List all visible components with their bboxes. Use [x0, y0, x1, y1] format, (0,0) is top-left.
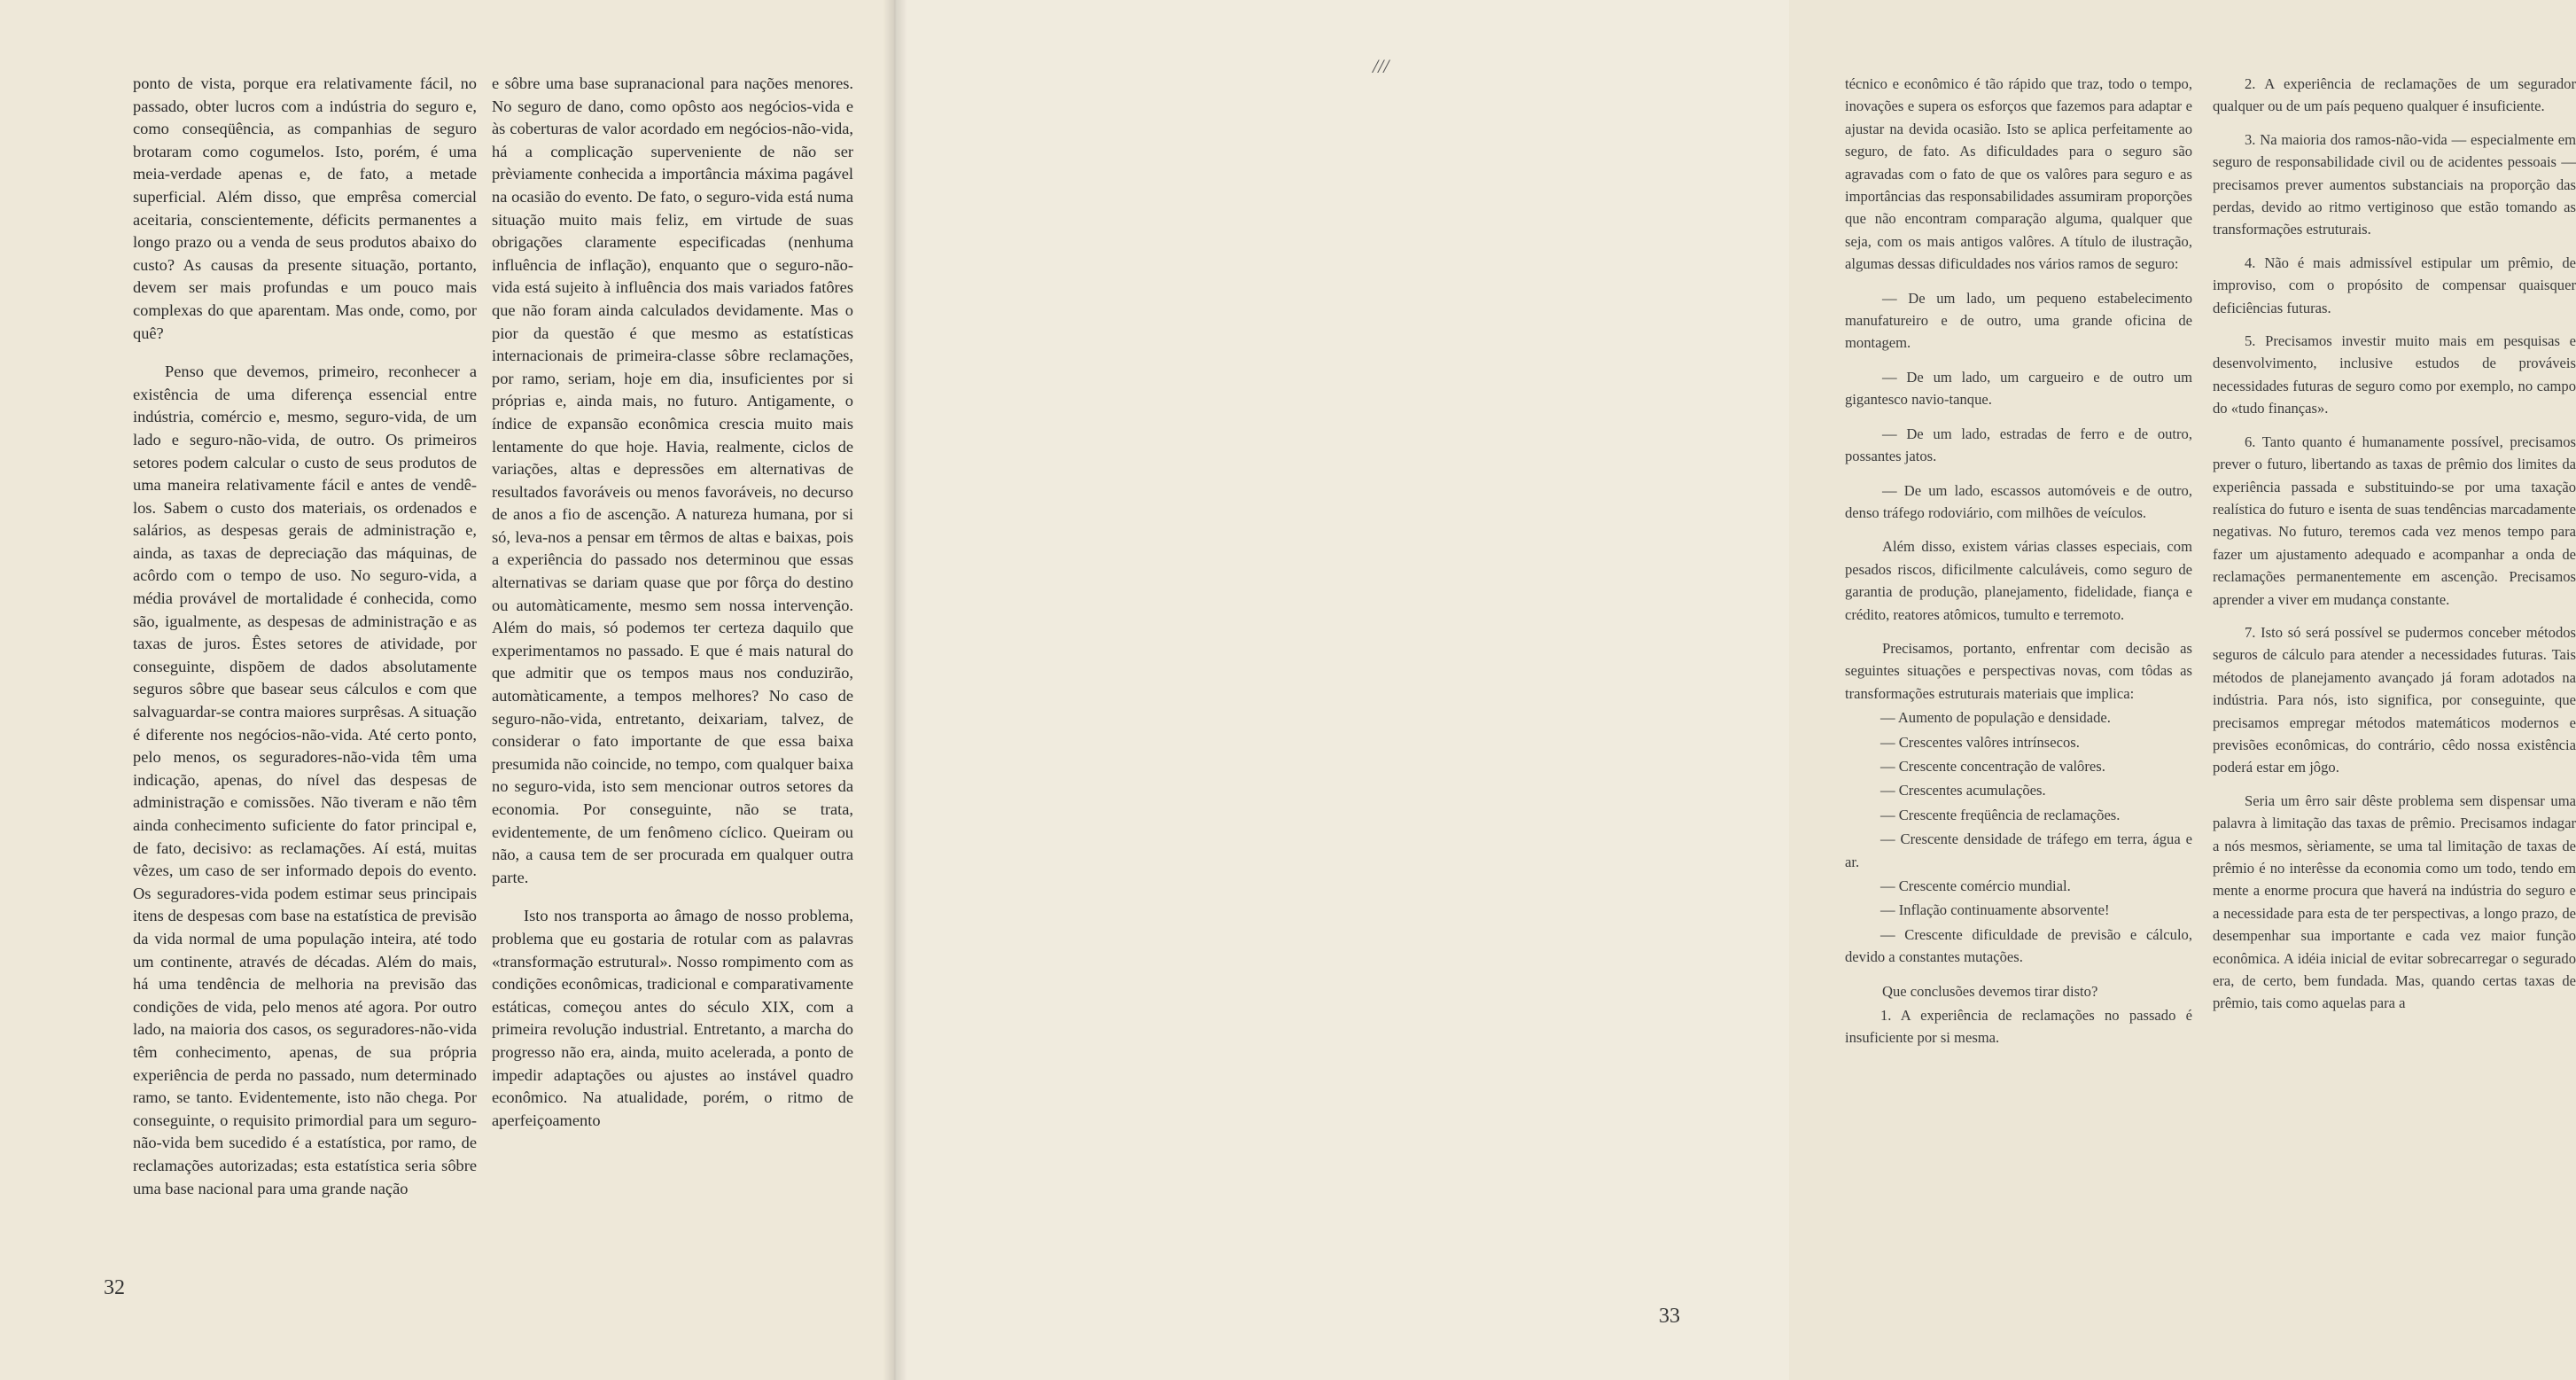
- paragraph: Além disso, existem várias classes especiais, com pesados riscos, dificilmente calculáveis, como seguro de garantia de produção, planejamento, fidelidade, fiança e crédito, reatores atômicos, tumulto e terremoto.: [1845, 538, 2192, 623]
- example-item: — De um lado, estradas de ferro e de outro, possantes jatos.: [1845, 425, 2192, 465]
- list-item: — Crescentes acumulações.: [1880, 782, 2046, 799]
- left-page: [0, 0, 895, 1380]
- list-item: — Aumento de população e densidade.: [1880, 709, 2111, 727]
- question: Que conclusões devemos tirar disto?: [1882, 982, 2098, 1000]
- example-item: — De um lado, escassos automóveis e de outro, denso tráfego rodoviário, com milhões de veículos.: [1845, 481, 2192, 521]
- page-number-right: 33: [1659, 1305, 1680, 1328]
- right-page: [895, 0, 2576, 1380]
- right-page-column-1: [1845, 73, 2192, 1049]
- numbered-point: 3. Na maioria dos ramos-não-vida — especialmente em seguro de responsabilidade civil ou de acidentes pessoais — precisamos prever aumentos substanciais na proporção das perdas, devido ao ritmo vertiginoso que estão tomando as transformações estruturais.: [2213, 130, 2576, 238]
- paragraph: Isto nos transporta ao âmago de nosso problema, problema que eu gostaria de rotular com as palavras «transformação estrutural». Nosso rompimento com as condições econômicas, tradicional e comparativamente estáticas, começou antes do século XIX, com a primeira revolução industrial. Entretanto, a marcha do progresso não era, ainda, muito acelerada, a ponto de impedir adaptações ou ajustes ao instável quadro econômico. Na atualidade, porém, o ritmo de aperfeiçoamento: [492, 907, 853, 1129]
- list-item: — Crescente freqüência de reclamações.: [1880, 806, 2121, 823]
- list-item: — Crescente densidade de tráfego em terra, água e ar.: [1845, 830, 2192, 870]
- numbered-point: 6. Tanto quanto é humanamente possível, precisamos prever o futuro, libertando as taxas de prêmio dos limites da experiência passada e substituindo-se por uma taxação realística do futuro e isenta de suas tendências marcadamente negativas. No futuro, teremos cada vez menos tempo para fazer um ajustamento adequado e acompanhar a onda de reclamações permanentemente em ascenção. Precisamos aprender a viver em mudança constante.: [2213, 433, 2576, 608]
- list-item: — Crescente dificuldade de previsão e cálculo, devido a constantes mutações.: [1845, 925, 2192, 966]
- numbered-point: 1. A experiência de reclamações no passado é insuficiente por si mesma.: [1845, 1007, 2192, 1047]
- paragraph: Precisamos, portanto, enfrentar com decisão as seguintes situações e perspectivas novas, com tôdas as transformações estruturais materiais que implica:: [1845, 639, 2192, 702]
- margin-mark: ///: [1373, 55, 1389, 77]
- paragraph: técnico e econômico é tão rápido que traz, todo o tempo, inovações e supera os esforços que fazemos para adaptar e ajustar na devida ocasião. Isto se aplica perfeitamente ao seguro, de fato. As dificuldades para o seguro são agravadas com o fato de que os valôres para seguro e as importâncias das responsabilidades assumiram proporções que não encontram comparação alguma, qualquer que seja, com os mais antigos valôres. A título de ilustração, algumas dessas dificuldades nos vários ramos de seguro:: [1845, 75, 2192, 273]
- right-page-column-2: [2213, 73, 2576, 1015]
- paragraph: e sôbre uma base supranacional para nações menores. No seguro de dano, como opôsto aos negócios-vida e às coberturas de valor acordado em negócios-não-vida, há a complicação superveniente de não ser prèviamente conhecida a importância máxima pagável na ocasião do evento. De fato, o seguro-vida está numa situação muito mais feliz, em virtude de suas obrigações claramente especificadas (nenhuma influência de inflação), enquanto que o seguro-não-vida está sujeito à influência dos mais variados fatôres que não foram ainda calculados devidamente. Mas o pior da questão é que mesmo as estatísticas internacionais de primeira-classe sôbre reclamações, por ramo, seriam, hoje em dia, insuficientes por si próprias e, ainda mais, no futuro. Antigamente, o índice de expansão econômica crescia muito mais lentamente do que hoje. Havia, realmente, ciclos de variações, altas e depressões em alternativas de resultados favoráveis ou menos favoráveis, no decurso de anos a fio de ascenção. A natureza humana, por si só, leva-nos a pensar em têrmos de altas e baixas, pois a experiência do passado nos determinou que essas alternativas se dariam quase que por fôrça do destino ou automàticamente, mesmo sem nossa intervenção. Além do mais, só podemos ter certeza daquilo que experimentamos no passado. E que é mais natural do que admitir que os tempos maus nos conduzirão, automàticamente, a tempos melhores? No caso de seguro-não-vida, entretanto, deixariam, talvez, de considerar o fato importante de que essa baixa presumida não coincide, no tempo, com qualquer baixa no seguro-vida, isto sem mencionar outros setores da economia. Por conseguinte, não se trata, evidentemente, de um fenômeno cíclico. Queiram ou não, a causa tem de ser procurada em qualquer outra parte.: [492, 74, 853, 886]
- paragraph: ponto de vista, porque era relativamente fácil, no passado, obter lucros com a indústria do seguro e, como conseqüência, as companhias de seguro brotaram como cogumelos. Isto, porém, é uma meia-verdade apenas e, de fato, a metade superficial. Além disso, que emprêsa comercial aceitaria, conscientemente, déficits permanentes a longo prazo ou a venda de seus produtos abaixo do custo? As causas da presente situação, portanto, devem ser mais profundas e um pouco mais complexas do que aparentam. Mas onde, como, por quê?: [133, 74, 477, 342]
- left-page-column-2: [492, 73, 853, 1132]
- list-item: — Crescente comércio mundial.: [1880, 877, 2071, 894]
- example-item: — De um lado, um cargueiro e de outro um gigantesco navio-tanque.: [1845, 368, 2192, 409]
- paragraph: Penso que devemos, primeiro, reconhecer a existência de uma diferença essencial entre indústria, comércio e, mesmo, seguro-vida, de um lado e seguro-não-vida, de outro. Os primeiros setores podem calcular o custo de seus produtos de uma maneira relativamente fácil e antes de vendê-los. Sabem o custo dos materiais, os ordenados e salários, as despesas gerais de administração e, ainda, as taxas de depreciação das máquinas, de acôrdo com o tempo de uso. No seguro-vida, a média provável de mortalidade é conhecida, como são, igualmente, as despesas de administração e as taxas de juros. Êstes setores de atividade, por conseguinte, dispõem de dados absolutamente seguros sôbre que basear seus cálculos e com que salvaguardar-se contra maiores surprêsas. A situação é diferente nos negócios-não-vida. Até certo ponto, pelo menos, os seguradores-não-vida têm uma indicação, apenas, do nível das despesas de administração e comissões. Não tiveram e não têm ainda conhecimento suficiente do fator principal e, de fato, decisivo: as reclamações. Aí está, muitas vêzes, um caso de ser informado depois do evento. Os seguradores-vida podem estimar seus principais itens de despesas com base na estatística de previsão da vida normal de uma população inteira, até todo um continente, através de décadas. Além do mais, há uma tendência de melhoria na previsão das condições de vida, pelo menos até agora. Por outro lado, na maioria dos casos, os seguradores-não-vida têm conhecimento, apenas, de sua própria experiência de perda no passado, num determinado ramo, se tanto. Evidentemente, isto não chega. Por conseguinte, o requisito primordial para um seguro-não-vida bem sucedido é a estatística, por ramo, de reclamações autorizadas; esta estatística seria sôbre uma base nacional para uma grande nação: [133, 363, 477, 1197]
- list-item: — Crescentes valôres intrínsecos.: [1880, 733, 2080, 751]
- numbered-point: 7. Isto só será possível se pudermos conceber métodos seguros de cálculo para atender a necessidades futuras. Tais métodos de planejamento avançado já foram adotados na indústria. Para nós, isto significa, por conseguinte, que precisamos empregar métodos matemáticos modernos e previsões econômicas, do contrário, cêdo nossa existência poderá estar em jôgo.: [2213, 623, 2576, 776]
- book-gutter: [883, 0, 907, 1380]
- left-page-column-1: [133, 73, 477, 1200]
- list-item: — Inflação continuamente absorvente!: [1880, 901, 2110, 919]
- numbered-point: 4. Não é mais admissível estipular um prêmio, de improviso, com o propósito de compensar quaisquer deficiências futuras.: [2213, 253, 2576, 316]
- page-number-left: 32: [104, 1276, 125, 1299]
- example-item: — De um lado, um pequeno estabelecimento manufatureiro e de outro, uma grande oficina de montagem.: [1845, 289, 2192, 352]
- paragraph: Seria um êrro sair dêste problema sem dispensar uma palavra à limitação das taxas de prêmio. Precisamos indagar a nós mesmos, sèriamente, se uma tal limitação de taxas de prêmio é no interêsse da economia como um todo, tendo em mente a enorme procura que haverá na indústria do seguro e a necessidade para esta de ter perspectivas, a longo prazo, de desempenhar sua importante e cada vez maior função econômica. A idéia inicial de evitar sobrecarregar o segurado era, de certo, bem fundada. Mas, quando certas taxas de prêmio, tais como aquelas para a: [2213, 791, 2576, 1012]
- list-item: — Crescente concentração de valôres.: [1880, 757, 2105, 775]
- numbered-point: 5. Precisamos investir muito mais em pesquisas e desenvolvimento, inclusive estudos de prováveis necessidades futuras de seguro como por exemplo, no campo do «tudo finanças».: [2213, 332, 2576, 417]
- numbered-point: 2. A experiência de reclamações de um segurador qualquer ou de um país pequeno qualquer é insuficiente.: [2213, 75, 2576, 115]
